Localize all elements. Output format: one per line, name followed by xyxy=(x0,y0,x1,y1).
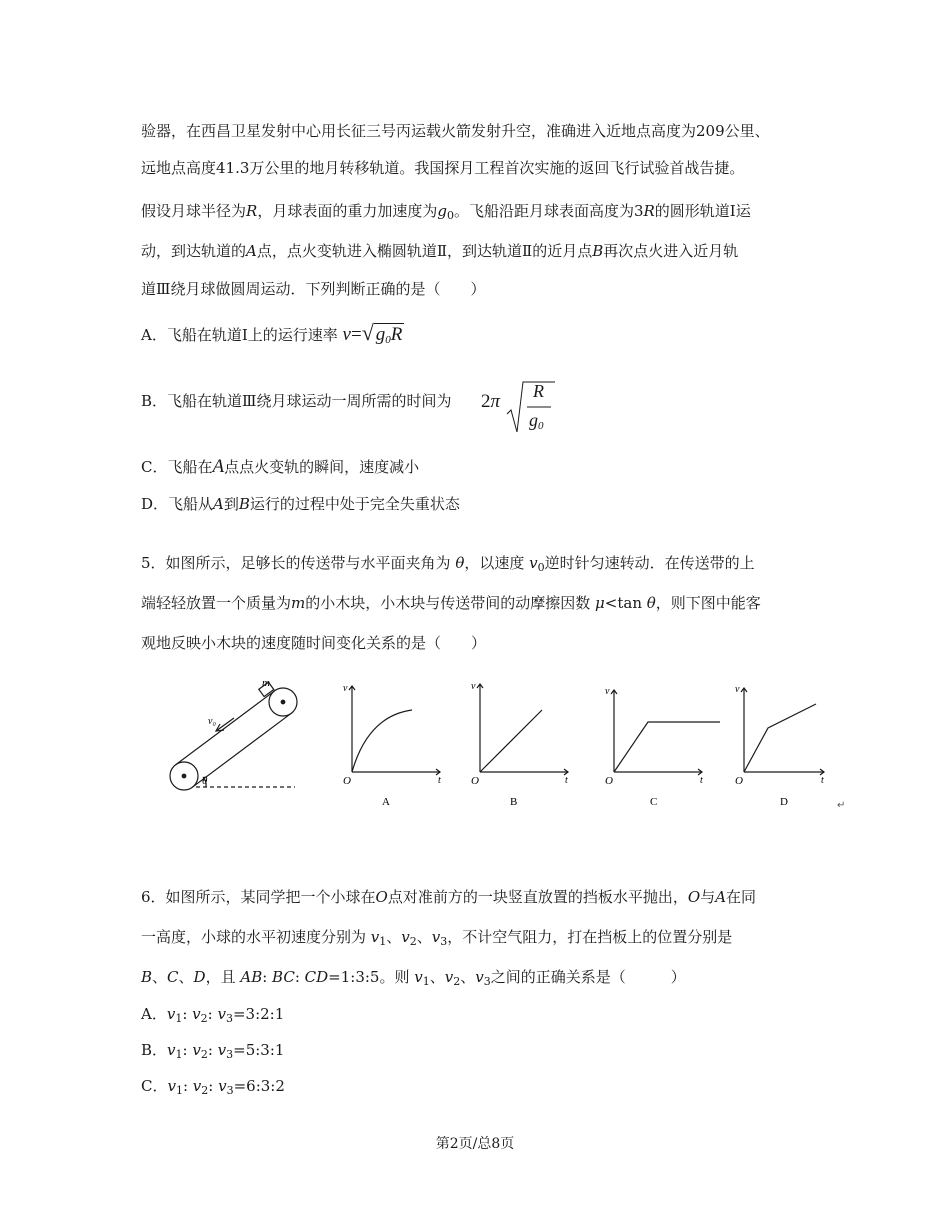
q6-line-3: B、C、D，且 AB: BC: CD=1:3:5。则 $v_1$、$v_2$、$v_3$之间的正确关系是（ ） xyxy=(141,968,686,988)
graph-b-axis-t: t xyxy=(565,775,568,786)
graph-a-axis-v: v xyxy=(343,683,348,694)
q5-line-3: 观地反映小木块的速度随时间变化关系的是（ ） xyxy=(141,634,487,652)
q4-option-a: A．飞船在轨道Ⅰ上的运行速率 v=√ $g_0R$ xyxy=(141,320,403,346)
graph-b-label: B xyxy=(510,796,518,808)
graph-b-origin: O xyxy=(471,775,479,787)
graph-a-label: A xyxy=(382,796,390,808)
page-footer: 第2页/总8页 xyxy=(435,1136,515,1152)
conveyor-belt-diagram xyxy=(170,682,297,790)
graph-a-axis-t: t xyxy=(438,775,441,786)
intro-line-5: 道Ⅲ绕月球做圆周运动．下列判断正确的是（ ） xyxy=(141,280,486,298)
graph-b-axis-v: v xyxy=(471,681,476,692)
intro-line-2: 远地点高度41.3万公里的地月转移轨道。我国探月工程首次实施的返回飞行试验首战告捷。 xyxy=(141,159,745,177)
graph-d-origin: O xyxy=(735,775,743,787)
graph-c-axis-t: t xyxy=(700,775,703,786)
belt-velocity-label: v₀ xyxy=(208,716,216,727)
intro-line-3: 假设月球半径为R，月球表面的重力加速度为$g_0$。飞船沿距月球表面高度为3R的圆形轨道Ⅰ运 xyxy=(141,202,751,222)
q5-figure xyxy=(140,672,860,832)
graph-d-axis-v: v xyxy=(735,684,740,695)
q4-option-d: D．飞船从A到B运行的过程中处于完全失重状态 xyxy=(141,495,460,513)
q5-line-1: 5．如图所示，足够长的传送带与水平面夹角为 θ，以速度 $v_0$逆时针匀速转动．在传送带的上 xyxy=(141,554,755,574)
return-mark-icon: ↵ xyxy=(837,800,846,811)
graph-a xyxy=(349,686,440,775)
graph-c-label: C xyxy=(650,796,658,808)
q4-b-formula: 2π R $g_0$ xyxy=(481,378,561,438)
q4-a-formula: v=√ $g_0R$ xyxy=(342,320,403,346)
graph-d-label: D xyxy=(780,796,788,808)
belt-angle-label: θ xyxy=(202,775,208,787)
graph-c-origin: O xyxy=(605,775,613,787)
q6-line-1: 6．如图所示，某同学把一个小球在O点对准前方的一块竖直放置的挡板水平抛出，O与A在同 xyxy=(141,888,757,906)
graph-d xyxy=(741,688,824,775)
graph-c xyxy=(611,690,720,775)
graph-c-axis-v: v xyxy=(605,686,610,697)
intro-line-4: 动，到达轨道的A点，点火变轨进入椭圆轨道Ⅱ，到达轨道Ⅱ的近月点B再次点火进入近月轨 xyxy=(141,242,739,260)
q5-line-2: 端轻轻放置一个质量为m的小木块，小木块与传送带间的动摩擦因数 μ<tan θ，则下图中能客 xyxy=(141,594,761,612)
belt-mass-label: m xyxy=(262,677,270,689)
q6-option-b: B．$v_1$: $v_2$: $v_3=5:3:1$ xyxy=(141,1041,285,1061)
q4-option-c: C．飞船在A点点火变轨的瞬间，速度减小 xyxy=(141,456,420,477)
graph-a-origin: O xyxy=(343,775,351,787)
q6-option-a: A．$v_1$: $v_2$: $v_3=3:2:1$ xyxy=(141,1005,285,1025)
graph-b xyxy=(477,684,568,775)
intro-line-1: 验器，在西昌卫星发射中心用长征三号丙运载火箭发射升空，准确进入近地点高度为209公里、 xyxy=(141,122,770,140)
q4-option-b: B．飞船在轨道Ⅲ绕月球运动一周所需的时间为 2π R $g_0$ xyxy=(141,378,452,438)
q6-option-c: C．$v_1$: $v_2$: $v_3=6:3:2$ xyxy=(141,1077,285,1097)
graph-d-axis-t: t xyxy=(821,775,824,786)
q6-line-2: 一高度，小球的水平初速度分别为 $v_1$、$v_2$、$v_3$，不计空气阻力，打在挡板上的位置分别是 xyxy=(141,928,733,948)
